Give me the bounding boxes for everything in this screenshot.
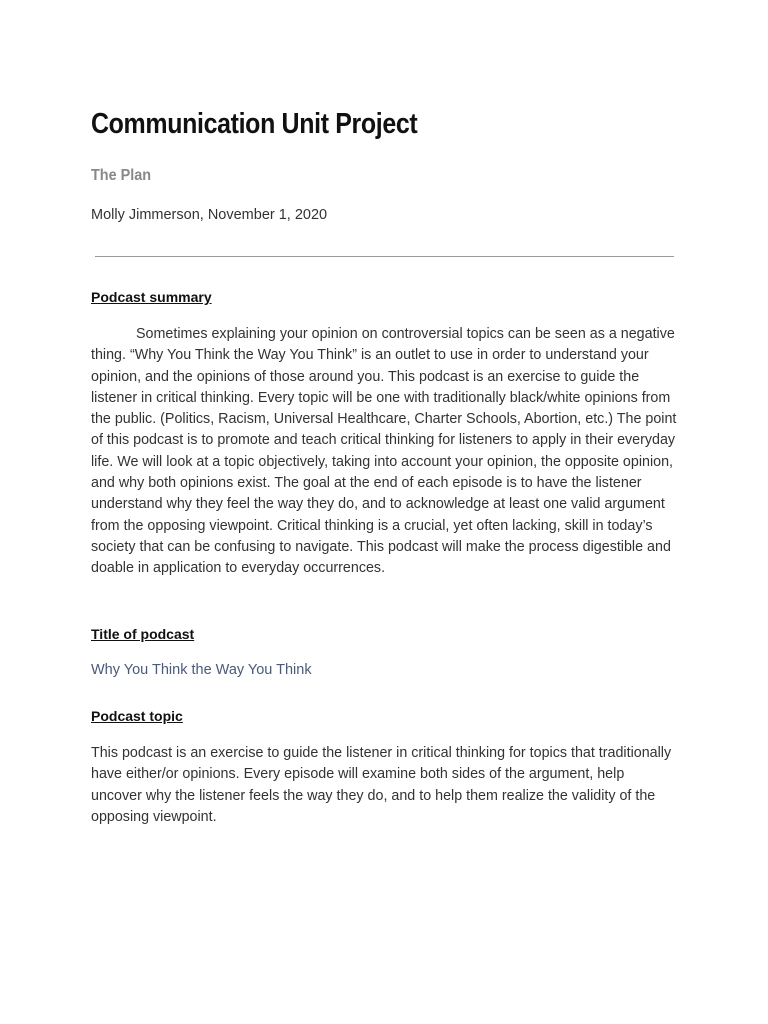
podcast-summary-heading: Podcast summary: [91, 289, 212, 305]
horizontal-divider: [95, 256, 674, 257]
page-subtitle: The Plan: [91, 167, 152, 184]
podcast-summary-paragraph: Sometimes explaining your opinion on controversial topics can be seen as a negative thing. “Why You Think the Way You Think” is an outlet to use in order to understand your opinion, and the opinions of those around you. This podcast is an exercise to guide the listener in critical thinking. Every topic will be one with traditionally black/white opinions from the public. (Politics, Racism, Universal Healthcare, Charter Schools, Abortion, etc.) The point of this podcast is to promote and teach critical thinking for listeners to apply in their everyday life. We will look at a topic objectively, taking into account your opinion, the opposite opinion, and why both opinions exist. The goal at the end of each episode is to have the listener understand why they feel the way they do, and to acknowledge at least one valid argument from the opposing viewpoint. Critical thinking is a crucial, yet often lacking, skill in today’s society that can be confusing to navigate. This podcast will make the process digestible and doable in application to everyday occurrences.: [91, 326, 677, 577]
podcast-topic-heading: Podcast topic: [91, 708, 183, 724]
page-title: Communication Unit Project: [91, 108, 418, 140]
podcast-topic-paragraph: This podcast is an exercise to guide the listener in critical thinking for topics that traditionally have either/or opinions. Every episode will examine both sides of the argument, help uncover why the listener feels the way they do, and to help them realize the validity of the opposing viewpoint.: [91, 745, 672, 825]
podcast-title-text: Why You Think the Way You Think: [91, 662, 312, 678]
podcast-title-heading: Title of podcast: [91, 626, 195, 642]
author-date-line: Molly Jimmerson, November 1, 2020: [91, 207, 328, 223]
